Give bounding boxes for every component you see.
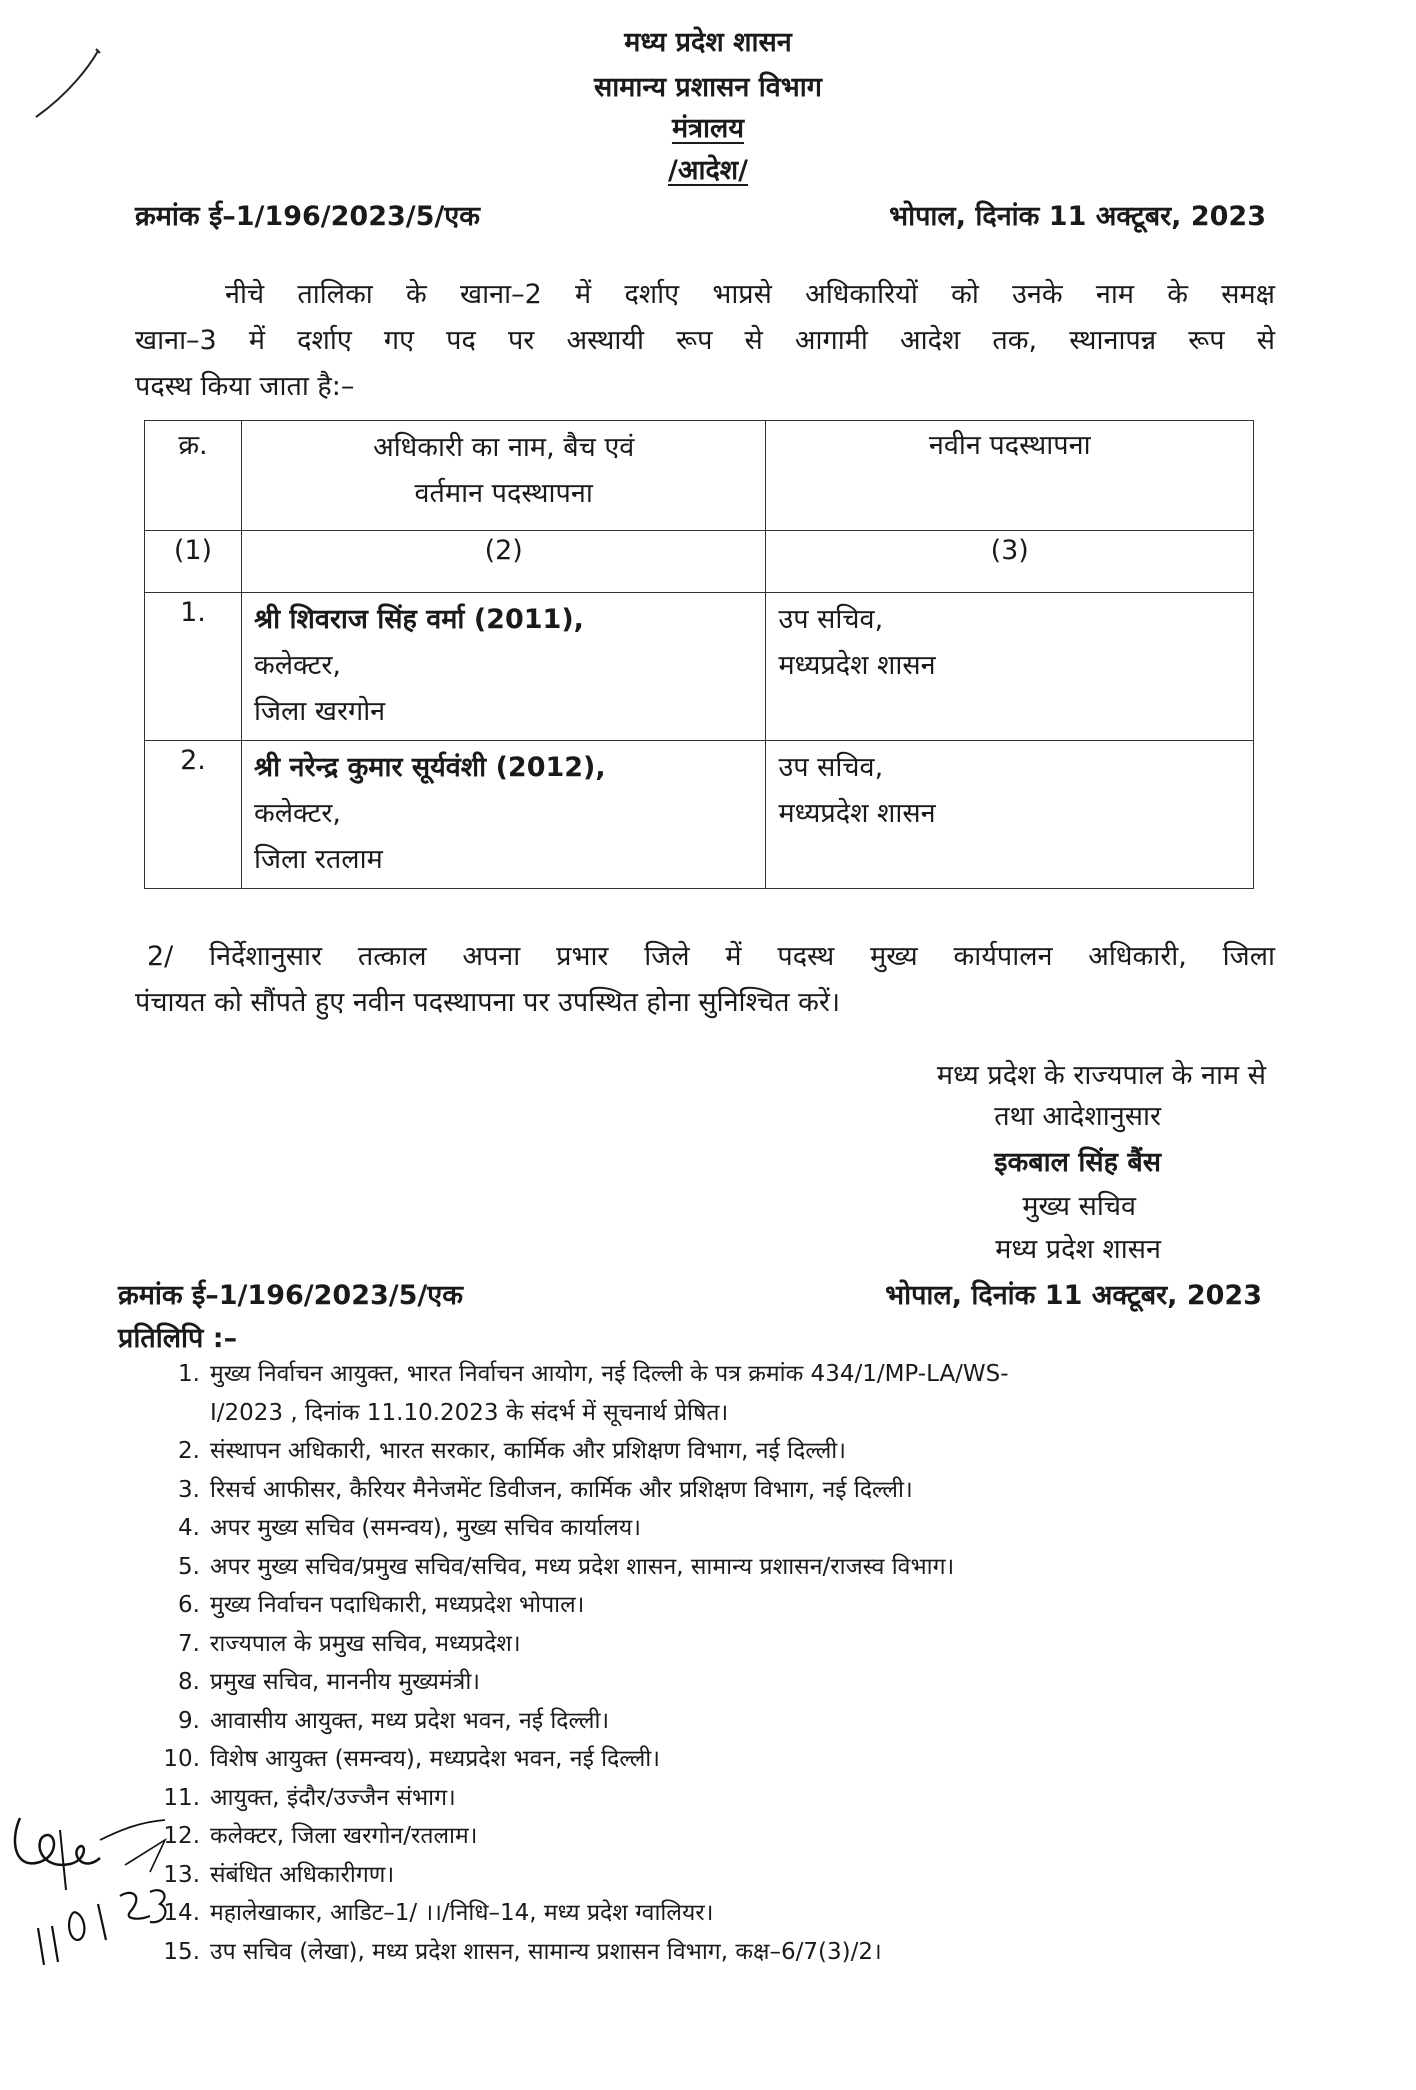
- list-item: 14. महालेखाकार, आडिट–1/ ।।/निधि–14, मध्य प्रदेश ग्वालियर।: [163, 1900, 714, 1926]
- list-item: 4. अपर मुख्य सचिव (समन्वय), मुख्य सचिव कार्यालय।: [178, 1515, 641, 1541]
- officer-designation: कलेक्टर,: [253, 650, 341, 681]
- list-item: 13. संबंधित अधिकारीगण।: [163, 1861, 395, 1888]
- colnum-2: (2): [241, 531, 766, 593]
- copy-place-date: भोपाल, दिनांक 11 अक्टूबर, 2023: [885, 1280, 1262, 1311]
- list-item: 1. मुख्य निर्वाचन आयुक्त, भारत निर्वाचन आयोग, नई दिल्ली के पत्र क्रमांक 434/1/MP-LA/WS-: [178, 1361, 1009, 1387]
- officer-name: श्री शिवराज सिंह वर्मा (2011),: [253, 604, 584, 635]
- list-item: 15. उप सचिव (लेखा), मध्य प्रदेश शासन, सामान्य प्रशासन विभाग, कक्ष–6/7(3)/2।: [163, 1938, 882, 1965]
- officer-designation: कलेक्टर,: [253, 798, 341, 829]
- table-header-row: [145, 421, 1254, 531]
- table-row: [145, 593, 1254, 741]
- copy-label: प्रतिलिपि :–: [118, 1323, 238, 1354]
- row-officer: [241, 593, 766, 741]
- signatory-office: मध्य प्रदेश शासन: [995, 1234, 1161, 1265]
- intro-line-3: पदस्थ किया जाता है:–: [135, 371, 355, 402]
- header-line-dept: सामान्य प्रशासन विभाग: [594, 72, 822, 103]
- colnum-3: (3): [766, 531, 1254, 593]
- instruction-line-2: पंचायत को सौंपते हुए नवीन पदस्थापना पर उपस्थित होना सुनिश्चित करें।: [135, 987, 841, 1018]
- list-item: 10. विशेष आयुक्त (समन्वय), मध्यप्रदेश भवन, नई दिल्ली।: [163, 1746, 660, 1772]
- header-line-govt: मध्य प्रदेश शासन: [624, 27, 792, 58]
- row-sno: 2.: [145, 741, 242, 889]
- row-new-post: उप सचिव, मध्यप्रदेश शासन: [766, 741, 1254, 889]
- intro-paragraph: [135, 272, 1275, 410]
- list-item: 5. अपर मुख्य सचिव/प्रमुख सचिव/सचिव, मध्य प्रदेश शासन, सामान्य प्रशासन/राजस्व विभाग।: [178, 1553, 955, 1580]
- header-sno: क्र.: [145, 421, 242, 531]
- officer-district: जिला खरगोन: [253, 696, 386, 727]
- header-line-mantralaya: मंत्रालय: [671, 113, 744, 144]
- header-officer: अधिकारी का नाम, बैच एवं वर्तमान पदस्थापना: [241, 421, 766, 531]
- instruction-line-1: 2/ निर्देशानुसार तत्काल अपना प्रभार जिले में पदस्थ मुख्य कार्यपालन अधिकारी, जिला: [147, 941, 1275, 972]
- list-item: I/2023 , दिनांक 11.10.2023 के संदर्भ में सूचनार्थ प्रेषित।: [210, 1399, 729, 1426]
- row-sno: 1.: [145, 593, 242, 741]
- colnum-1: (1): [145, 531, 242, 593]
- officer-district: जिला रतलाम: [253, 844, 383, 875]
- list-item: 7. राज्यपाल के प्रमुख सचिव, मध्यप्रदेश।: [178, 1630, 521, 1657]
- posting-table: [144, 420, 1254, 889]
- row-new-post: उप सचिव, मध्यप्रदेश शासन: [766, 593, 1254, 741]
- officer-name: श्री नरेन्द्र कुमार सूर्यवंशी (2012),: [253, 752, 606, 783]
- signature-line-1: मध्य प्रदेश के राज्यपाल के नाम से: [936, 1060, 1266, 1091]
- signature-line-2: तथा आदेशानुसार: [994, 1101, 1161, 1132]
- intro-line-2: खाना–3 में दर्शाए गए पद पर अस्थायी रूप से आगामी आदेश तक, स्थानापन्न रूप से: [135, 325, 1275, 356]
- list-item: 9. आवासीय आयुक्त, मध्य प्रदेश भवन, नई दिल्ली।: [178, 1707, 610, 1734]
- row-officer: [241, 741, 766, 889]
- header-new-posting: नवीन पदस्थापना: [766, 421, 1254, 531]
- header-line-order: /आदेश/: [667, 155, 748, 186]
- list-item: 8. प्रमुख सचिव, माननीय मुख्यमंत्री।: [178, 1669, 481, 1695]
- instruction-paragraph: [135, 934, 1275, 1026]
- intro-line-1: नीचे तालिका के खाना–2 में दर्शाए भाप्रसे अधिकारियों को उनके नाम के समक्ष: [225, 279, 1275, 310]
- handwritten-initials-scribble: [0, 1800, 200, 1990]
- list-item: 12. कलेक्टर, जिला खरगोन/रतलाम।: [163, 1823, 478, 1849]
- signatory-name: इकबाल सिंह बैंस: [994, 1147, 1161, 1178]
- table-row: [145, 741, 1254, 889]
- copy-order-number: क्रमांक ई–1/196/2023/5/एक: [118, 1280, 463, 1311]
- signatory-title: मुख्य सचिव: [1022, 1191, 1136, 1222]
- list-item: 2. संस्थापन अधिकारी, भारत सरकार, कार्मिक और प्रशिक्षण विभाग, नई दिल्ली।: [178, 1438, 846, 1464]
- order-place-date: भोपाल, दिनांक 11 अक्टूबर, 2023: [889, 201, 1266, 232]
- copy-list: [160, 1355, 1300, 1971]
- list-item: 11. आयुक्त, इंदौर/उज्जैन संभाग।: [163, 1784, 456, 1811]
- table-colnum-row: [145, 531, 1254, 593]
- list-item: 3. रिसर्च आफीसर, कैरियर मैनेजमेंट डिवीजन, कार्मिक और प्रशिक्षण विभाग, नई दिल्ली।: [178, 1476, 913, 1503]
- list-item: 6. मुख्य निर्वाचन पदाधिकारी, मध्यप्रदेश भोपाल।: [178, 1592, 585, 1618]
- order-number: क्रमांक ई–1/196/2023/5/एक: [135, 201, 480, 232]
